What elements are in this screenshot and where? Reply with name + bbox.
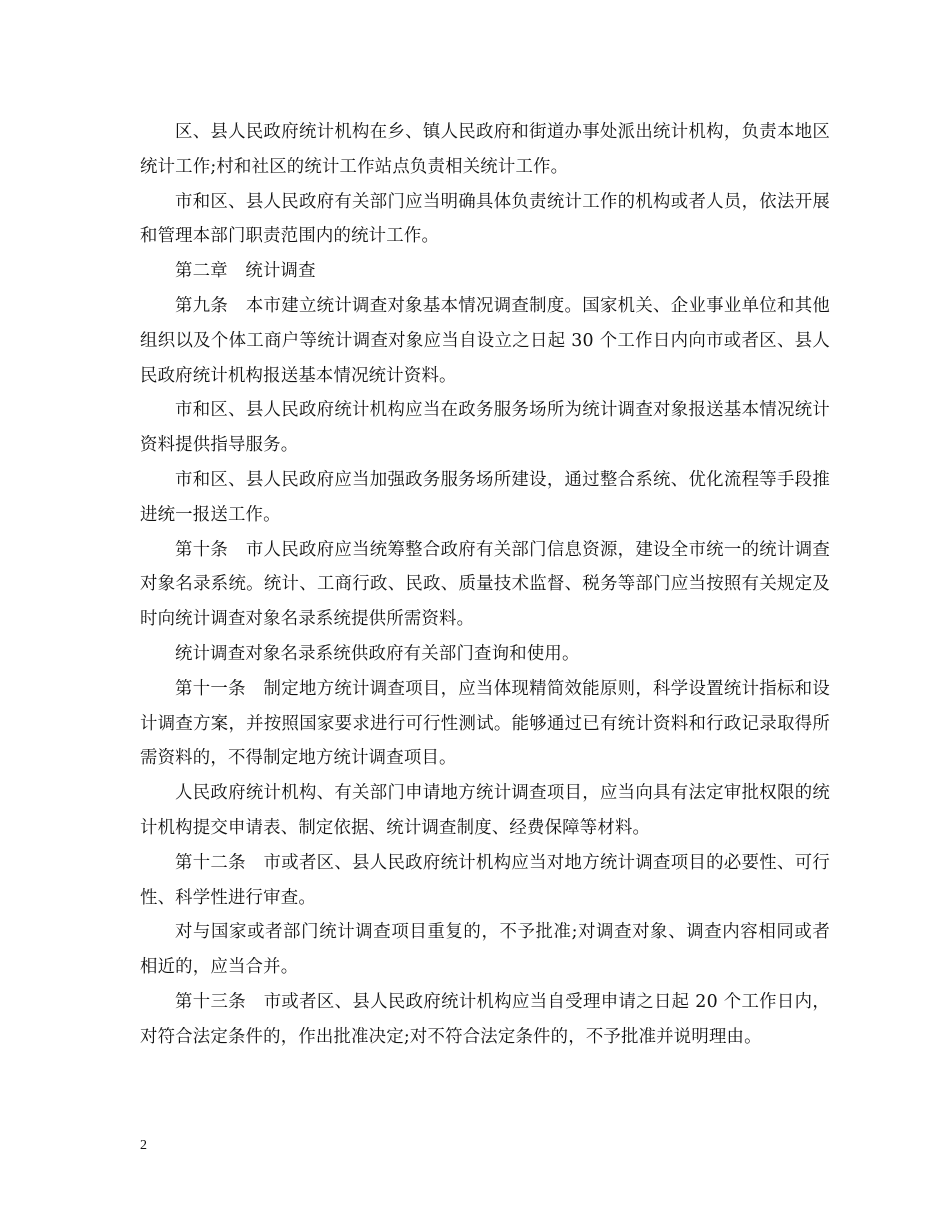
- paragraph: 市和区、县人民政府有关部门应当明确具体负责统计工作的机构或者人员，依法开展和管理本部门职责范围内的统计工作。: [140, 191, 830, 247]
- paragraph: 市和区、县人民政府统计机构应当在政务服务场所为统计调查对象报送基本情况统计资料提供指导服务。: [140, 400, 830, 456]
- paragraph: 区、县人民政府统计机构在乡、镇人民政府和街道办事处派出统计机构，负责本地区统计工作;村和社区的统计工作站点负责相关统计工作。: [140, 122, 830, 177]
- paragraph: 对与国家或者部门统计调查项目重复的，不予批准;对调查对象、调查内容相同或者相近的，应当合并。: [140, 922, 830, 978]
- document-body: [140, 115, 830, 1055]
- paragraph: 第十二条 市或者区、县人民政府统计机构应当对地方统计调查项目的必要性、可行性、科学性进行审查。: [140, 852, 830, 908]
- paragraph: 人民政府统计机构、有关部门申请地方统计调查项目，应当向具有法定审批权限的统计机构提交申请表、制定依据、统计调查制度、经费保障等材料。: [140, 783, 830, 838]
- paragraph: 市和区、县人民政府应当加强政务服务场所建设，通过整合系统、优化流程等手段推进统一报送工作。: [140, 469, 830, 525]
- paragraph: 第十条 市人民政府应当统筹整合政府有关部门信息资源，建设全市统一的统计调查对象名录系统。统计、工商行政、民政、质量技术监督、税务等部门应当按照有关规定及时向统计调查对象名录系统提供所需资料。: [140, 539, 830, 630]
- page-number: 2: [140, 1138, 147, 1153]
- chapter-heading: 第二章 统计调查: [175, 261, 316, 282]
- paragraph: 第十一条 制定地方统计调查项目，应当体现精简效能原则，科学设置统计指标和设计调查方案，并按照国家要求进行可行性测试。能够通过已有统计资料和行政记录取得所需资料的，不得制定地方统计调查项目。: [140, 678, 830, 769]
- paragraph: 第九条 本市建立统计调查对象基本情况调查制度。国家机关、企业事业单位和其他组织以及个体工商户等统计调查对象应当自设立之日起 30 个工作日内向市或者区、县人民政府统计机构报送基本情况统计资料。: [140, 295, 830, 386]
- paragraph: 统计调查对象名录系统供政府有关部门查询和使用。: [175, 643, 580, 664]
- paragraph: 第十三条 市或者区、县人民政府统计机构应当自受理申请之日起 20 个工作日内，对符合法定条件的，作出批准决定;对不符合法定条件的，不予批准并说明理由。: [140, 991, 830, 1047]
